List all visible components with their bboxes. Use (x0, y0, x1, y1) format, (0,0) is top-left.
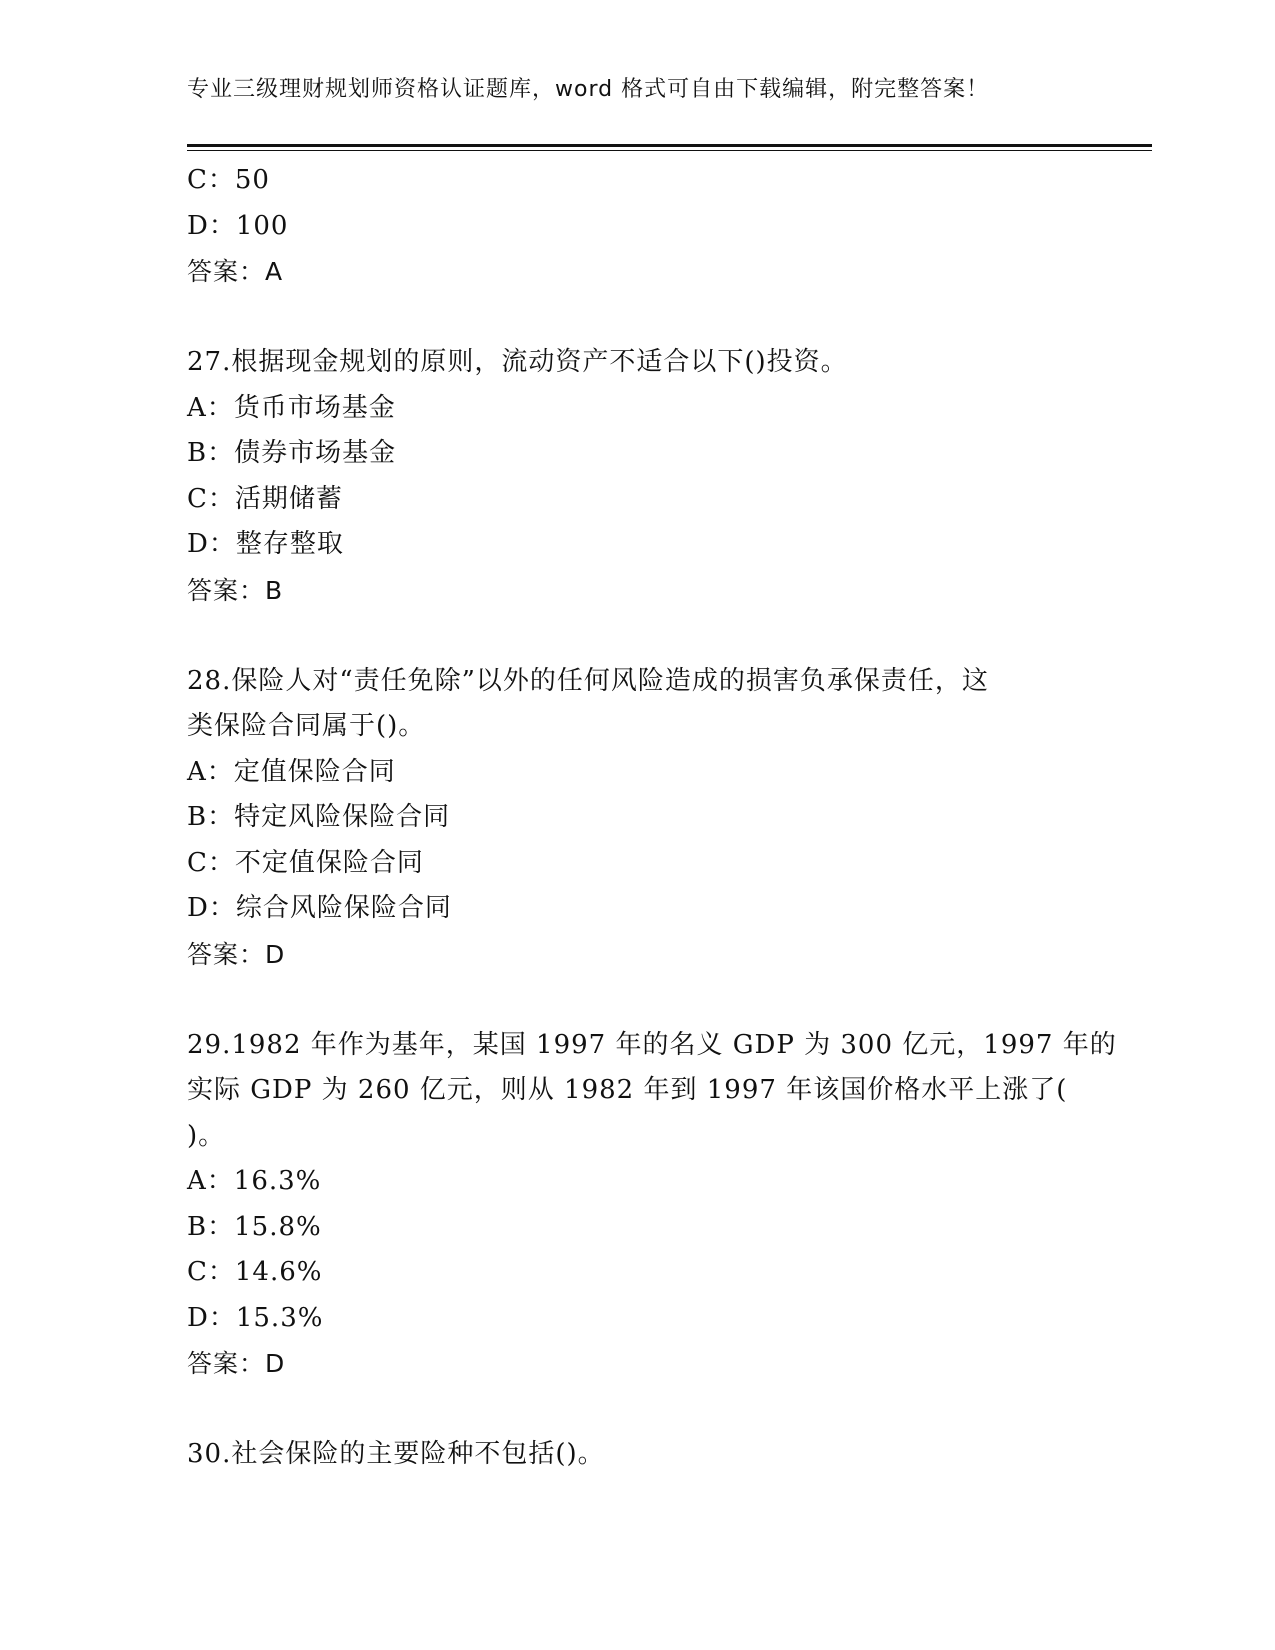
question-text: )。 (187, 1120, 226, 1151)
option-line: A：货币市场基金 (187, 392, 396, 423)
option-line: C：14.6% (187, 1257, 323, 1287)
spacer (187, 613, 1087, 659)
spacer (187, 977, 1087, 1023)
option-line: C：不定值保险合同 (187, 847, 424, 878)
option-line: B：15.8% (187, 1211, 322, 1242)
option-line: A：定值保险合同 (187, 756, 396, 787)
question-text: 28.保险人对“责任免除”以外的任何风险造成的损害负承保责任，这 (187, 665, 989, 696)
option-line: A：16.3% (187, 1166, 322, 1196)
document-header: 专业三级理财规划师资格认证题库，word 格式可自由下载编辑，附完整答案！ (187, 77, 990, 102)
option-line: B：特定风险保险合同 (187, 802, 451, 832)
spacer (187, 1387, 1087, 1433)
answer-line: 答案：B (187, 575, 284, 605)
option-line: D：整存整取 (187, 529, 344, 559)
question-text: 27.根据现金规划的原则，流动资产不适合以下()投资。 (187, 347, 848, 377)
option-line: D：15.3% (187, 1302, 324, 1333)
header-divider-thin (187, 150, 1152, 151)
spacer (187, 295, 1087, 341)
option-line: C：活期储蓄 (187, 483, 343, 514)
question-text: 29.1982 年作为基年，某国 1997 年的名义 GDP 为 300 亿元，1997 年的 (187, 1029, 1117, 1060)
option-line: C：50 (187, 165, 270, 195)
question-text: 实际 GDP 为 260 亿元，则从 1982 年到 1997 年该国价格水平上涨了( (187, 1075, 1068, 1105)
option-line: D：综合风险保险合同 (187, 893, 452, 923)
question-content (187, 158, 1117, 1478)
answer-line: 答案：D (187, 1349, 286, 1378)
question-text: 类保险合同属于()。 (187, 711, 426, 741)
answer-line: 答案：A (187, 257, 284, 286)
option-line: B：债券市场基金 (187, 438, 397, 468)
answer-line: 答案：D (187, 939, 286, 969)
question-text: 30.社会保险的主要险种不包括()。 (187, 1439, 605, 1469)
header-divider-thick (187, 144, 1152, 147)
option-line: D：100 (187, 210, 289, 241)
